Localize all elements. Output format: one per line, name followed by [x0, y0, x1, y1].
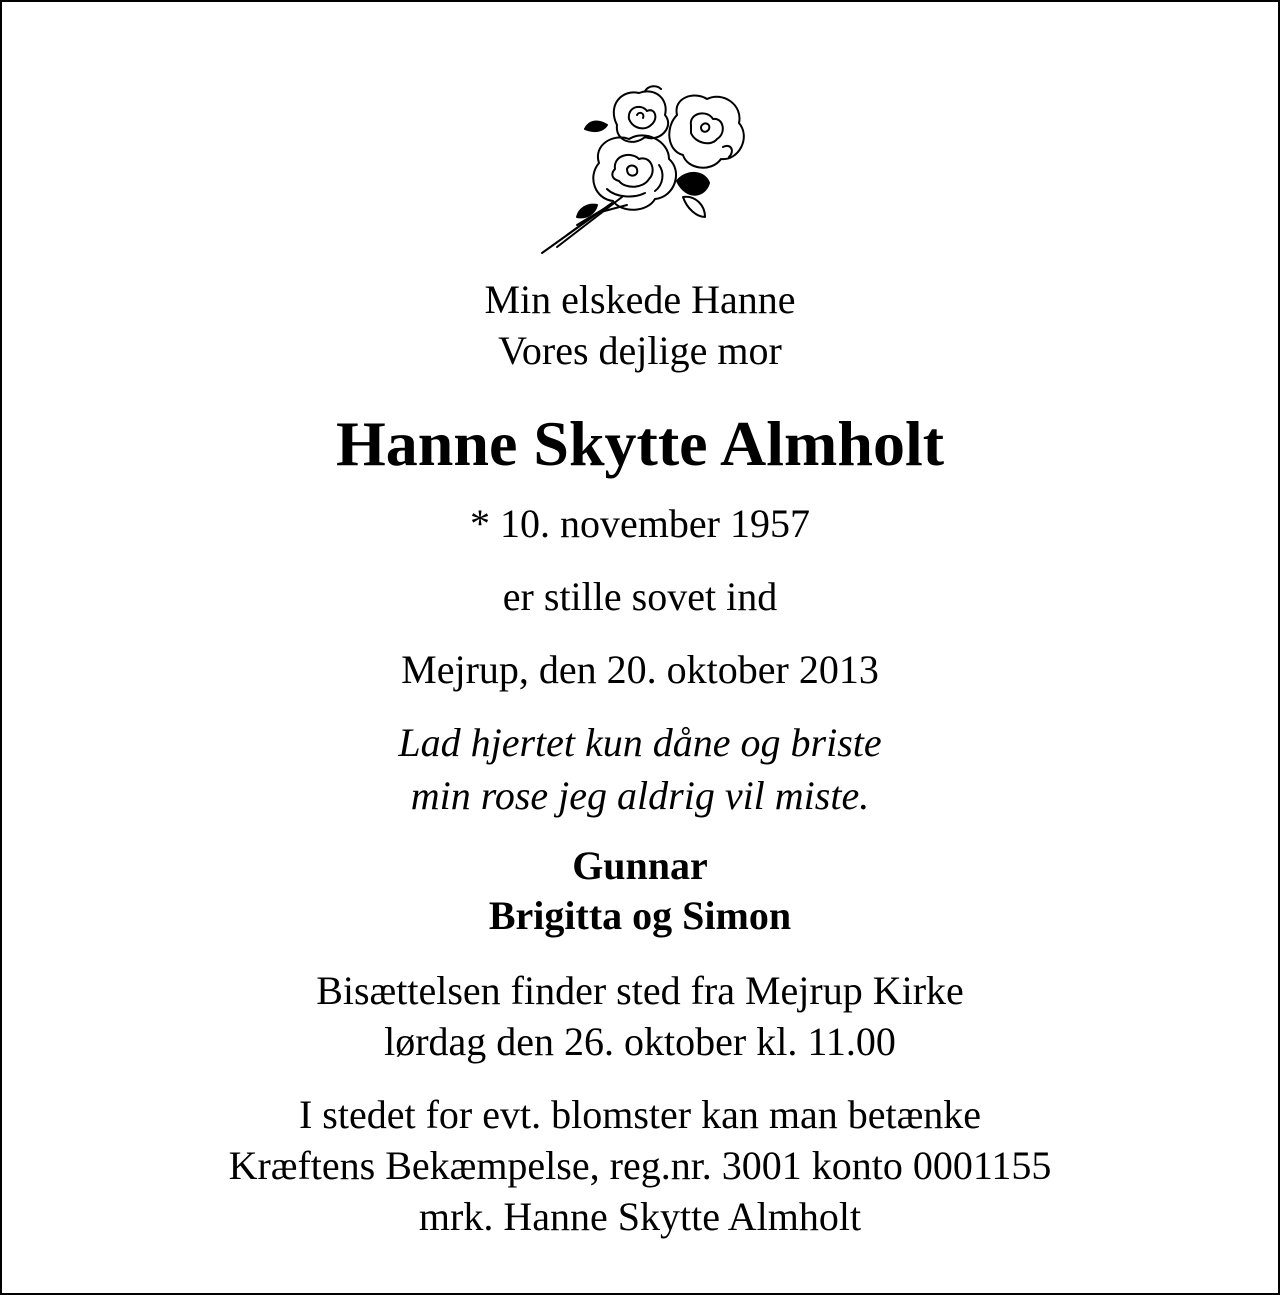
deceased-name: Hanne Skytte Almholt — [335, 408, 945, 479]
signatory-2: Brigitta og Simon — [488, 893, 792, 938]
verse-line-2: min rose jeg aldrig vil miste. — [410, 773, 870, 818]
donation-line-2: Kræftens Bekæmpelse, reg.nr. 3001 konto 0001155 — [228, 1143, 1052, 1188]
funeral-line-2: lørdag den 26. oktober kl. 11.00 — [384, 1019, 896, 1064]
donation-line-1: I stedet for evt. blomster kan man betænke — [298, 1092, 982, 1137]
passed-away-text: er stille sovet ind — [502, 574, 778, 619]
roses-icon — [537, 85, 752, 257]
greeting-line-1: Min elskede Hanne — [484, 277, 796, 322]
place-and-date: Mejrup, den 20. oktober 2013 — [401, 647, 879, 692]
birth-date: * 10. november 1957 — [470, 501, 810, 546]
donation-line-3: mrk. Hanne Skytte Almholt — [418, 1194, 862, 1239]
verse-line-1: Lad hjertet kun dåne og briste — [398, 720, 882, 765]
signatory-1: Gunnar — [572, 843, 708, 888]
greeting-line-2: Vores dejlige mor — [498, 328, 782, 373]
funeral-line-1: Bisættelsen finder sted fra Mejrup Kirke — [316, 968, 964, 1013]
